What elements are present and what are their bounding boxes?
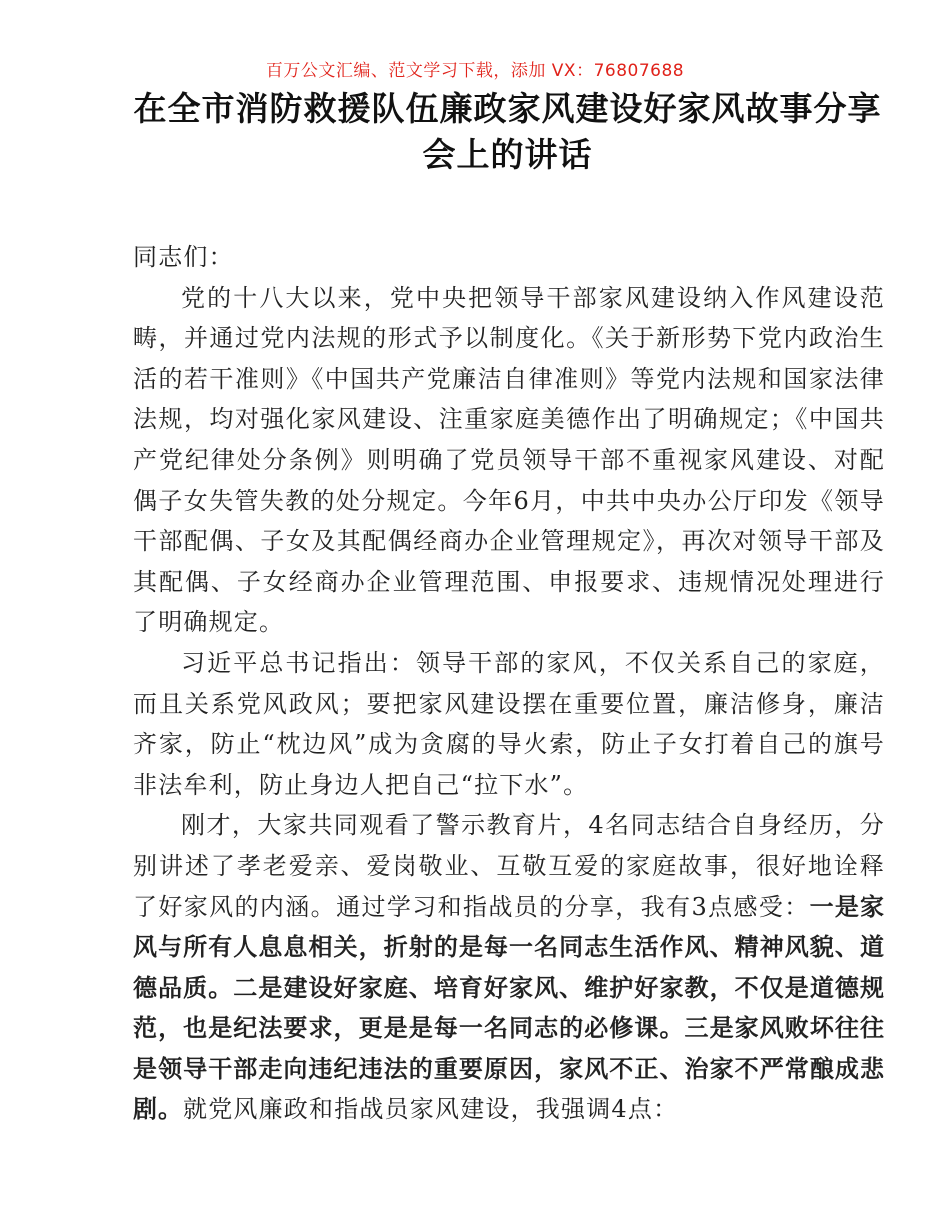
paragraph-2: 习近平总书记指出：领导干部的家风，不仅关系自己的家庭，而且关系党风政风；要把家风建设摆在重要位置，廉洁修身，廉洁齐家，防止“枕边风”成为贪腐的导火索，防止子女打着自己的旗号非法牟利，防止身边人把自己“拉下水”。 <box>133 648 885 799</box>
header-banner: 百万公文汇编、范文学习下载，添加 VX：76807688 <box>265 61 685 81</box>
paragraph-3-tail: 就党风廉政和指战员家风建设，我强调4点： <box>183 1095 679 1124</box>
document-title: 在全市消防救援队伍廉政家风建设好家风故事分享会上的讲话 <box>133 89 882 174</box>
greeting: 同志们： <box>133 243 234 271</box>
paragraph-1: 党的十八大以来，党中央把领导干部家风建设纳入作风建设范畴，并通过党内法规的形式予以制度化。《关于新形势下党内政治生活的若干准则》《中国共产党廉洁自律准则》等党内法规和国家法律法规，均对强化家风建设、注重家庭美德作出了明确规定；《中国共产党纪律处分条例》则明确了党员领导干部不重视家风建设、对配偶子女失管失教的处分规定。今年6月，中共中央办公厅印发《领导干部配偶、子女及其配偶经商办企业管理规定》，再次对领导干部及其配偶、子女经商办企业管理范围、申报要求、违规情况处理进行了明确规定。 <box>133 283 885 637</box>
paragraph-3-lead: 刚才，大家共同观看了警示教育片，4名同志结合自身经历，分别讲述了孝老爱亲、爱岗敬业、互敬互爱的家庭故事，很好地诠释了好家风的内涵。通过学习和指战员的分享，我有3点感受： <box>133 811 885 921</box>
paragraph-3 <box>133 805 885 1130</box>
document-body <box>133 237 885 1130</box>
paragraph-3-bold-points: 一是家风与所有人息息相关，折射的是每一名同志生活作风、精神风貌、道德品质。二是建设好家庭、培育好家风、维护好家教，不仅是道德规范，也是纪法要求，更是是每一名同志的必修课。三是家风败坏往往是领导干部走向违纪违法的重要原因，家风不正、治家不严常酿成悲剧。 <box>133 892 886 1124</box>
